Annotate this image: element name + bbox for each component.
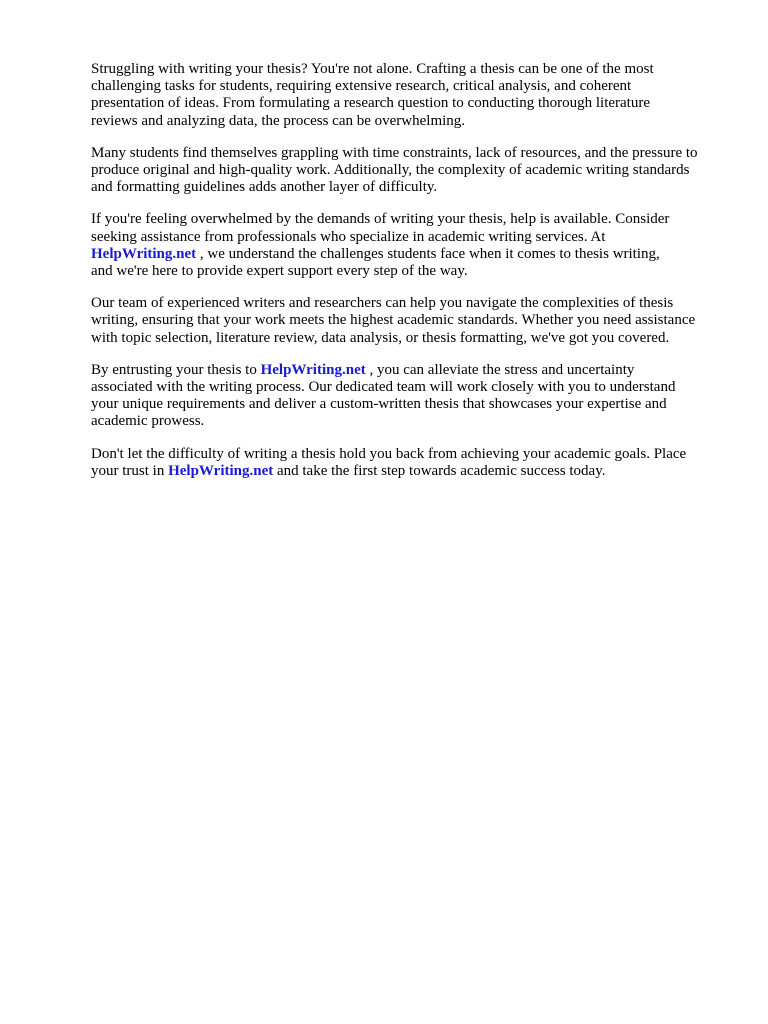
helpwriting-link[interactable]: HelpWriting.net [260,361,366,378]
paragraph-closing [91,446,731,480]
paragraph-text-after-link: , you can alleviate the stress and uncertainty associated with the writing process. Our dedicated team will work closely with you to understand your unique requirements and deliver a custom-written thesis that showcases your expertise and academic prowess. [91,361,676,430]
paragraph-intro: Struggling with writing your thesis? You're not alone. Crafting a thesis can be one of the most challenging tasks for students, requiring extensive research, critical analysis, and coherent presentation of ideas. From formulating a research question to conducting thorough literature reviews and analyzing data, the process can be overwhelming. [91,61,654,129]
paragraph-text-after-link: , we understand the challenges students face when it comes to thesis writing, and we're here to provide expert support every step of the way. [91,245,660,280]
helpwriting-link[interactable]: HelpWriting.net [91,245,197,262]
helpwriting-link[interactable]: HelpWriting.net [168,462,274,479]
paragraph-entrusting [91,362,731,431]
paragraph-text-before-link: By entrusting your thesis to [91,361,261,378]
paragraph-text-before-link: Don't let the difficulty of writing a thesis hold you back from achieving your academic goals. Place your trust in [91,445,687,479]
paragraph-text-after-link: and take the first step towards academic success today. [273,462,606,479]
paragraph-team: Our team of experienced writers and researchers can help you navigate the complexities of thesis writing, ensuring that your work meets the highest academic standards. Whether you need assistance with topic selection, literature review, data analysis, or thesis formatting, we've got you covered. [91,295,696,346]
paragraph-help-available [91,211,731,280]
document-page [91,61,731,495]
paragraph-challenges: Many students find themselves grappling with time constraints, lack of resources, and the pressure to produce original and high-quality work. Additionally, the complexity of academic writing standards and formatting guidelines adds another layer of difficulty. [91,144,698,196]
paragraph-text-before-link: If you're feeling overwhelmed by the demands of writing your thesis, help is available. Consider seeking assistance from professionals who specialize in academic writing services. At [91,211,670,245]
